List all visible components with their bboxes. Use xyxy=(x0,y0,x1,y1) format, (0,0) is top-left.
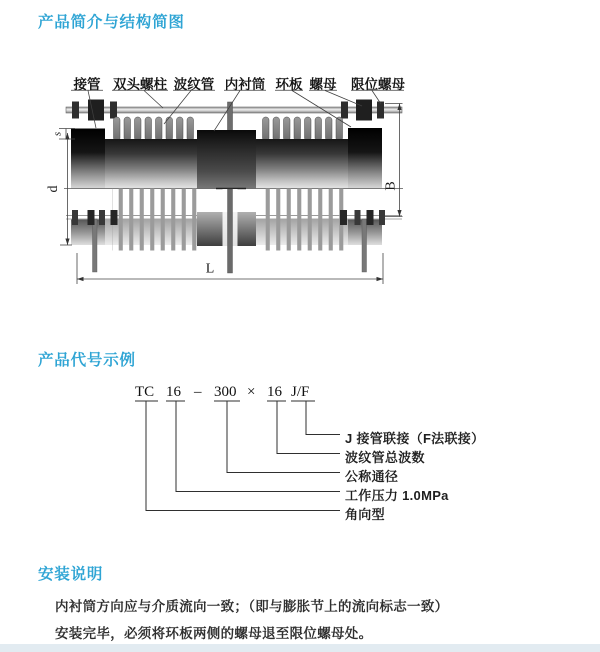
callout-angular-type: 角向型 xyxy=(345,506,385,522)
callout-wave-count: 波纹管总波数 xyxy=(345,449,425,465)
bellows-crests xyxy=(114,117,343,141)
page-footer-strip xyxy=(0,644,600,652)
code-part-wave-count: 16 xyxy=(267,384,282,400)
section-heading-intro: 产品简介与结构简图 xyxy=(38,14,185,31)
dimension-L xyxy=(77,253,383,284)
part-leader-lines xyxy=(71,90,404,131)
label-bellows: 波纹管 xyxy=(173,77,215,92)
label-connecting-pipe: 接管 xyxy=(73,77,101,92)
dimension-s xyxy=(52,129,76,140)
dimension-B xyxy=(384,104,403,217)
section-heading-install: 安装说明 xyxy=(38,566,104,583)
label-ring-plate: 环板 xyxy=(275,77,303,92)
label-nut: 螺母 xyxy=(309,77,337,92)
dim-label-B: B xyxy=(383,181,399,191)
label-inner-sleeve: 内衬筒 xyxy=(224,77,266,92)
label-limit-nut: 限位螺母 xyxy=(351,77,405,92)
dim-label-d: d xyxy=(46,185,61,193)
code-part-pressure-code: 16 xyxy=(166,384,181,400)
code-part-multiply-sign: × xyxy=(247,384,256,400)
section-heading-code: 产品代号示例 xyxy=(38,352,136,369)
tie-rod-bottom-nuts xyxy=(72,210,385,225)
callout-nominal-diameter: 公称通径 xyxy=(345,468,399,484)
callout-connection: J 接管联接（F法联接） xyxy=(345,430,485,446)
pipe-end-left xyxy=(71,129,105,189)
tie-rod-top xyxy=(66,100,402,135)
inner-sleeve xyxy=(197,130,256,189)
joint-body-upper xyxy=(71,128,382,189)
install-note-nut-position: 安装完毕，必须将环板两侧的螺母退至限位螺母处。 xyxy=(55,626,373,641)
code-part-connection: J/F xyxy=(291,384,310,400)
code-connector-lines xyxy=(135,401,340,511)
code-part-dash: – xyxy=(194,384,202,400)
code-part-diameter: 300 xyxy=(214,384,237,400)
dim-label-L: L xyxy=(205,261,215,277)
dimension-d xyxy=(46,133,72,245)
label-double-end-stud: 双头螺柱 xyxy=(113,77,167,92)
dim-label-s: s xyxy=(51,131,64,137)
pipe-end-right xyxy=(348,128,382,189)
install-note-flow-direction: 内衬筒方向应与介质流向一致；（即与膨胀节上的流向标志一致） xyxy=(55,599,449,614)
callout-working-pressure: 工作压力 1.0MPa xyxy=(345,487,449,503)
code-part-type: TC xyxy=(135,384,155,400)
joint-body-lower xyxy=(66,189,402,274)
